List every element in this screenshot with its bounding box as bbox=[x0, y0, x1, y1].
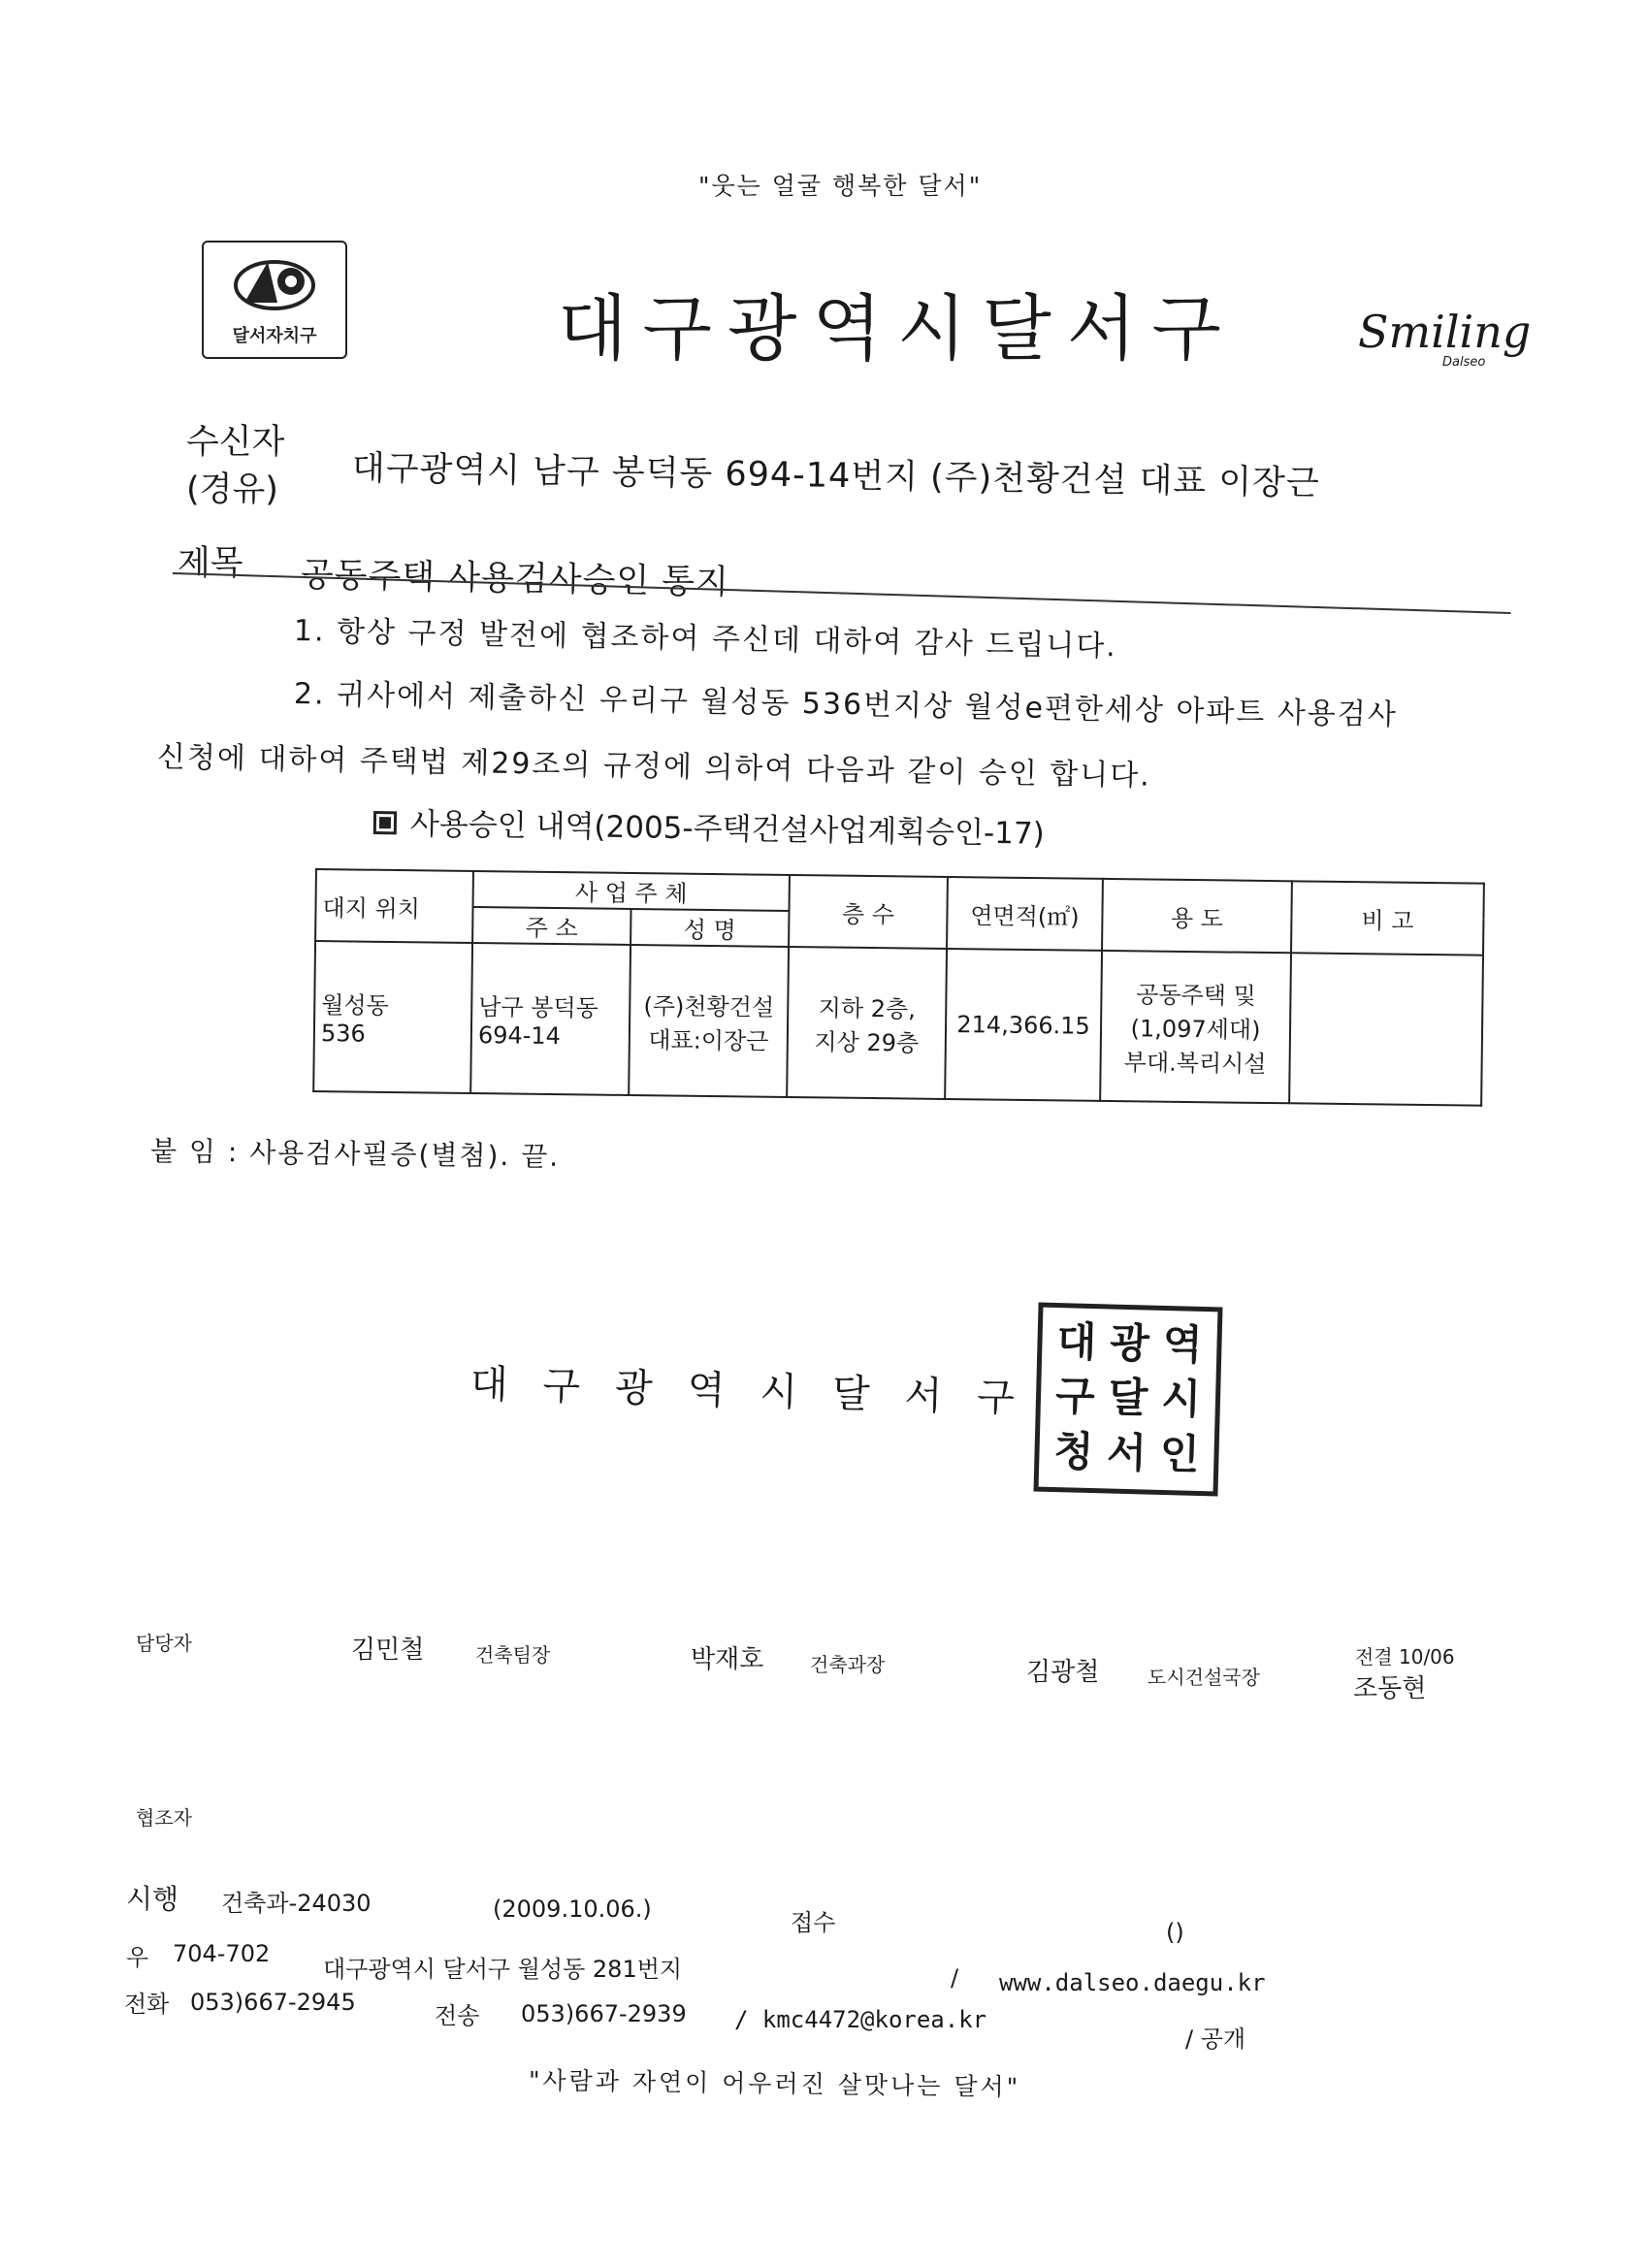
via-label: (경유) bbox=[186, 470, 278, 509]
site-line-2: 536 bbox=[320, 1020, 366, 1048]
table-cell-floors bbox=[787, 947, 947, 1099]
bottom-slogan: "사람과 자연이 어우러진 살맛나는 달서" bbox=[528, 2066, 1021, 2102]
fax-number: 053)667-2939 bbox=[521, 2000, 687, 2027]
seal-char: 인 bbox=[1159, 1429, 1201, 1478]
use-line-3: 부대.복리시설 bbox=[1123, 1049, 1267, 1078]
header-area: 연면적(㎡) bbox=[947, 877, 1103, 951]
recipient-label: 수신자 bbox=[186, 423, 285, 462]
brand-logo: Smiling bbox=[1358, 306, 1532, 358]
table-cell-area: 214,366.15 bbox=[945, 949, 1102, 1101]
header-business: 사 업 주 체 bbox=[473, 871, 790, 911]
email-link[interactable]: / kmc4472@korea.kr bbox=[734, 2006, 987, 2033]
recipient-value: 대구광역시 남구 봉덕동 694-14번지 (주)천황건설 대표 이장근 bbox=[351, 449, 1321, 503]
detail-heading bbox=[373, 798, 1046, 853]
floors-line-1: 지하 2층, bbox=[818, 993, 916, 1023]
header-site: 대지 위치 bbox=[315, 869, 473, 943]
postal-label: 우 bbox=[126, 1944, 149, 1971]
approver-1-title: 건축팀장 bbox=[475, 1643, 551, 1667]
body-paragraph-1: 1. 항상 구정 발전에 협조하여 주신데 대하여 감사 드립니다. bbox=[293, 614, 1118, 664]
table-cell-site bbox=[313, 941, 472, 1093]
receipt-label: 접수 bbox=[791, 1909, 836, 1936]
seal-char: 광 bbox=[1109, 1318, 1150, 1368]
header-use: 용 도 bbox=[1102, 879, 1292, 953]
official-seal bbox=[1033, 1303, 1222, 1497]
issuer-name: 대구광역시달서구 bbox=[469, 1362, 1051, 1422]
approval-label: 담당자 bbox=[136, 1632, 192, 1655]
detail-title: 사용승인 내역(2005-주택건설사업계획승인-17) bbox=[409, 806, 1046, 852]
exec-date: (2009.10.06.) bbox=[493, 1895, 652, 1923]
seal-char: 대 bbox=[1055, 1317, 1097, 1367]
approval-table bbox=[312, 868, 1485, 1107]
seal-char: 역 bbox=[1162, 1319, 1204, 1369]
header-note: 비 고 bbox=[1291, 881, 1484, 955]
disclosure-status: / 공개 bbox=[1185, 2025, 1246, 2053]
logo-label: 달서자치구 bbox=[232, 326, 317, 346]
use-line-1: 공동주택 및 bbox=[1136, 981, 1256, 1010]
brand-sub: Dalseo bbox=[1442, 355, 1486, 370]
footer-separator: / bbox=[951, 1964, 959, 1992]
office-address: 대구광역시 달서구 월성동 281번지 bbox=[323, 1956, 683, 1983]
table-cell-address bbox=[470, 943, 630, 1095]
district-emblem-icon bbox=[227, 252, 322, 320]
site-line-1: 월성동 bbox=[321, 991, 390, 1020]
body-paragraph-2-line-1: 2. 귀사에서 제출하신 우리구 월성동 536번지상 월성e편한세상 아파트 사용검사 bbox=[293, 677, 1399, 732]
seal-char: 구 bbox=[1054, 1372, 1096, 1421]
use-line-2: (1,097세대) bbox=[1130, 1015, 1261, 1044]
postal-code: 704-702 bbox=[173, 1940, 271, 1967]
table-cell-use bbox=[1100, 951, 1291, 1103]
seal-char: 청 bbox=[1052, 1426, 1094, 1475]
name-line-2: 대표:이장근 bbox=[648, 1025, 769, 1055]
floors-line-2: 지상 29층 bbox=[814, 1027, 920, 1057]
final-approval-label: 전결 10/06 bbox=[1355, 1645, 1455, 1669]
top-slogan: "웃는 얼굴 행복한 달서" bbox=[698, 172, 983, 200]
phone-number: 053)667-2945 bbox=[190, 1989, 356, 2016]
body-paragraph-2-line-2: 신청에 대하여 주택법 제29조의 규정에 의하여 다음과 같이 승인 합니다. bbox=[156, 740, 1152, 794]
exec-label: 시행 bbox=[126, 1883, 179, 1915]
exec-number: 건축과-24030 bbox=[221, 1890, 372, 1917]
website-link[interactable]: www.dalseo.daegu.kr bbox=[999, 1969, 1266, 1996]
approver-2-name: 박재호 bbox=[691, 1645, 764, 1674]
approver-2-title: 건축과장 bbox=[810, 1653, 886, 1676]
fax-label: 전송 bbox=[435, 2002, 480, 2029]
subject-label: 제목 bbox=[178, 544, 243, 583]
table-cell-note bbox=[1289, 953, 1483, 1105]
cooperator-label: 협조자 bbox=[136, 1806, 192, 1830]
seal-char: 달 bbox=[1108, 1373, 1148, 1422]
subject-value: 공동주택 사용검사승인 통지 bbox=[300, 556, 730, 602]
approver-1-name: 김민철 bbox=[351, 1636, 425, 1665]
address-line-2: 694-14 bbox=[477, 1021, 562, 1051]
table-cell-name bbox=[629, 945, 789, 1097]
header-floors: 층 수 bbox=[789, 875, 948, 949]
seal-char: 시 bbox=[1160, 1375, 1202, 1424]
address-line-1: 남구 봉덕동 bbox=[478, 993, 598, 1022]
header-name: 성 명 bbox=[630, 909, 789, 947]
office-title: 대구광역시달서구 bbox=[558, 287, 1237, 371]
phone-label: 전화 bbox=[124, 1991, 170, 2018]
attachment-note: 붙 임 : 사용검사필증(별첨). 끝. bbox=[149, 1135, 561, 1173]
square-bullet-icon bbox=[373, 811, 397, 834]
receipt-paren: () bbox=[1166, 1919, 1184, 1946]
name-line-1: (주)천황건설 bbox=[643, 991, 775, 1021]
approver-3-title: 도시건설국장 bbox=[1148, 1666, 1260, 1689]
final-approver-name: 조동현 bbox=[1353, 1674, 1427, 1703]
seal-char: 서 bbox=[1106, 1428, 1148, 1477]
header-address: 주 소 bbox=[472, 907, 630, 945]
approver-3-name: 김광철 bbox=[1026, 1658, 1100, 1687]
district-logo bbox=[202, 241, 347, 359]
